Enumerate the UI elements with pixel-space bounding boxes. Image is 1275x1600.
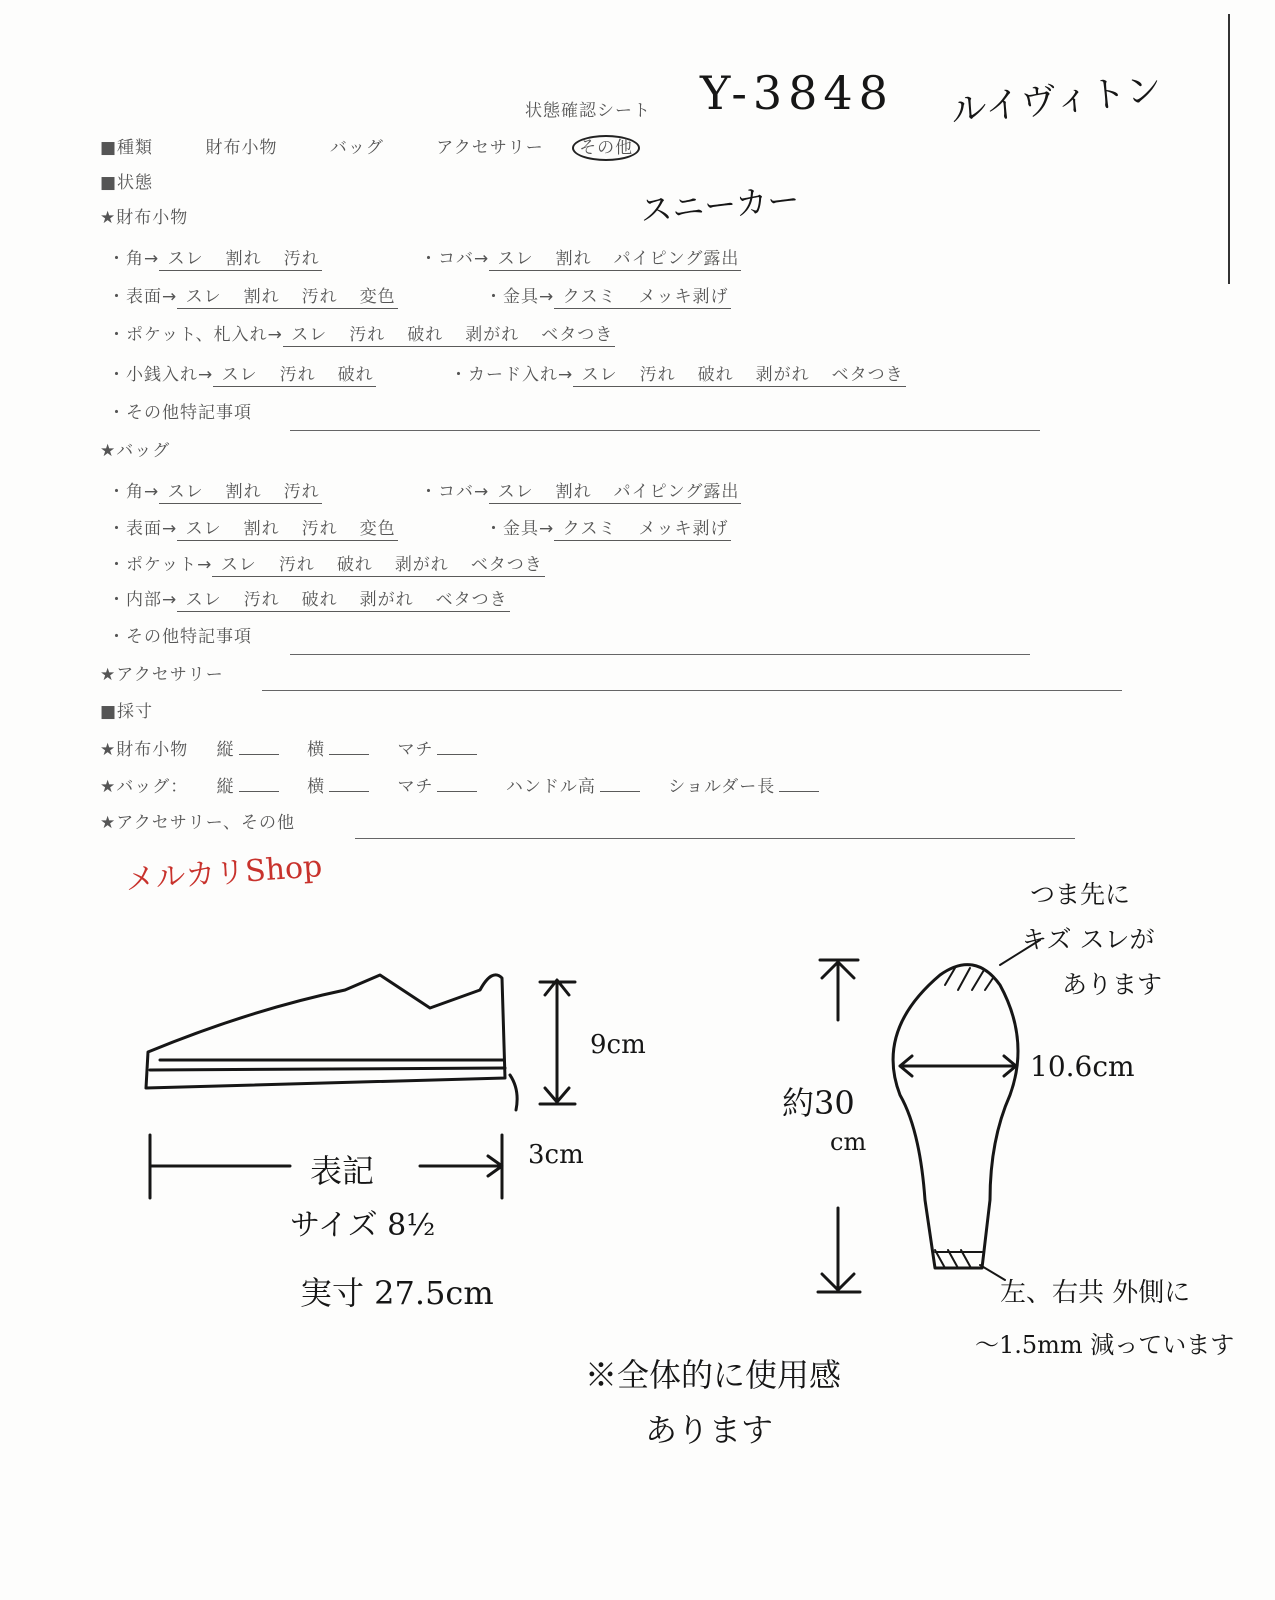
option: 割れ	[555, 249, 592, 269]
option: 割れ	[225, 249, 262, 269]
size-field: 横	[307, 777, 326, 797]
shop-name: メルカリShop	[124, 849, 324, 898]
option: スレ	[291, 325, 328, 345]
state-label: ■状態	[100, 173, 154, 193]
wallet-card-label: ・カード入れ→	[450, 365, 574, 385]
general-note-line-1: ※全体的に使用感	[585, 1356, 842, 1394]
option: メッキ剥げ	[638, 519, 729, 539]
item-code: Y-3848	[700, 66, 894, 120]
option: 割れ	[225, 482, 262, 502]
option: 汚れ	[243, 590, 280, 610]
toe-note-line-1: つま先に	[1030, 880, 1131, 909]
label-size: サイズ 8½	[290, 1208, 436, 1243]
width-arrow	[900, 1056, 1016, 1076]
total-length-value: 約30	[782, 1084, 855, 1122]
wallet-cover-label: ・コバ→	[420, 249, 490, 269]
option: スレ	[167, 482, 204, 502]
wallet-surface-label: ・表面→	[108, 287, 178, 307]
option: 割れ	[243, 287, 280, 307]
option: スレ	[185, 287, 222, 307]
shoe-side-sole-line	[150, 1068, 505, 1070]
option: 汚れ	[349, 325, 386, 345]
option: 破れ	[407, 325, 444, 345]
option: 破れ	[336, 555, 373, 575]
category-wallet: 財布小物	[205, 138, 278, 158]
option: 剥がれ	[465, 325, 520, 345]
label-size-title: 表記	[310, 1152, 375, 1190]
option: 汚れ	[301, 287, 338, 307]
option: パイピング露出	[613, 482, 740, 502]
bag-heading: ★バッグ	[100, 441, 171, 461]
option: 剥がれ	[755, 365, 810, 385]
option: 割れ	[243, 519, 280, 539]
wallet-pocket-label: ・ポケット、札入れ→	[108, 325, 283, 345]
option: 汚れ	[283, 482, 320, 502]
wallet-heading: ★財布小物	[100, 208, 189, 228]
option: スレ	[185, 519, 222, 539]
category-bag: バッグ	[329, 138, 384, 158]
option: 剥がれ	[394, 555, 449, 575]
option: スレ	[581, 365, 618, 385]
option: スレ	[221, 365, 258, 385]
size-field: ショルダー長	[668, 777, 776, 797]
insole-outline	[893, 965, 1018, 1268]
heel-note-line-1: 左、右共 外側に	[1000, 1278, 1191, 1308]
heel-note-line-2: 〜1.5mm 減っています	[975, 1331, 1235, 1359]
wallet-corner-label: ・角→	[108, 249, 160, 269]
height-arrow	[540, 980, 575, 1104]
option: 汚れ	[301, 519, 338, 539]
option: ベタつき	[435, 590, 508, 610]
option: クスミ	[562, 287, 617, 307]
size-bag-label: ★バッグ：	[100, 777, 189, 797]
option: 汚れ	[283, 249, 320, 269]
toe-note-line-3: あります	[1062, 970, 1163, 999]
item-type: スニーカー	[639, 180, 801, 230]
brand-name: ルイヴィトン	[948, 69, 1164, 132]
category-accessory: アクセサリー	[436, 138, 544, 158]
bag-metal-label: ・金具→	[485, 519, 555, 539]
wallet-metal-label: ・金具→	[485, 287, 555, 307]
bag-surface-label: ・表面→	[108, 519, 178, 539]
size-field: 横	[307, 740, 326, 760]
toe-note-line-2: キズ スレが	[1022, 925, 1155, 954]
wallet-other-label: ・その他特記事項	[108, 403, 252, 423]
option: ベタつき	[470, 555, 543, 575]
option: 割れ	[555, 482, 592, 502]
heel-hatching	[935, 1250, 982, 1268]
option: パイピング露出	[613, 249, 740, 269]
bag-pocket-label: ・ポケット→	[108, 555, 213, 575]
total-length-arrow	[818, 960, 860, 1292]
option: 剥がれ	[359, 590, 414, 610]
size-field: マチ	[397, 777, 434, 797]
option: スレ	[185, 590, 222, 610]
option: スレ	[220, 555, 257, 575]
actual-size: 実寸 27.5cm	[300, 1274, 494, 1312]
total-length-unit: cm	[830, 1128, 867, 1156]
bag-inside-label: ・内部→	[108, 590, 178, 610]
wallet-coin-label: ・小銭入れ→	[108, 365, 214, 385]
size-accessory-label: ★アクセサリー、その他	[100, 813, 296, 833]
size-field: ハンドル高	[505, 777, 596, 797]
size-field: 縦	[216, 740, 235, 760]
option: スレ	[497, 482, 534, 502]
option: 変色	[359, 287, 396, 307]
general-note-line-2: あります	[645, 1411, 774, 1449]
size-label: ■採寸	[100, 702, 154, 722]
sole-thickness-mark	[510, 1075, 517, 1110]
size-field: 縦	[216, 777, 235, 797]
category-label: ■種類	[100, 138, 154, 158]
option: 汚れ	[639, 365, 676, 385]
option: 破れ	[337, 365, 374, 385]
size-field: マチ	[397, 740, 434, 760]
option: 汚れ	[278, 555, 315, 575]
heel-height-label: 9cm	[590, 1030, 646, 1060]
size-wallet-label: ★財布小物	[100, 740, 189, 760]
bag-other-label: ・その他特記事項	[108, 627, 252, 647]
option: クスミ	[562, 519, 617, 539]
width-label: 10.6cm	[1030, 1050, 1135, 1083]
sole-thickness-label: 3cm	[528, 1140, 584, 1170]
option: 破れ	[301, 590, 338, 610]
category-other-circled: その他	[572, 135, 640, 161]
bag-corner-label: ・角→	[108, 482, 160, 502]
option: 破れ	[697, 365, 734, 385]
option: スレ	[497, 249, 534, 269]
option: ベタつき	[541, 325, 614, 345]
bag-cover-label: ・コバ→	[420, 482, 490, 502]
option: スレ	[167, 249, 204, 269]
accessory-label: ★アクセサリー	[100, 665, 224, 685]
option: メッキ剥げ	[638, 287, 729, 307]
option: 変色	[359, 519, 396, 539]
option: ベタつき	[831, 365, 904, 385]
option: 汚れ	[279, 365, 316, 385]
sheet-title: 状態確認シート	[525, 101, 651, 121]
